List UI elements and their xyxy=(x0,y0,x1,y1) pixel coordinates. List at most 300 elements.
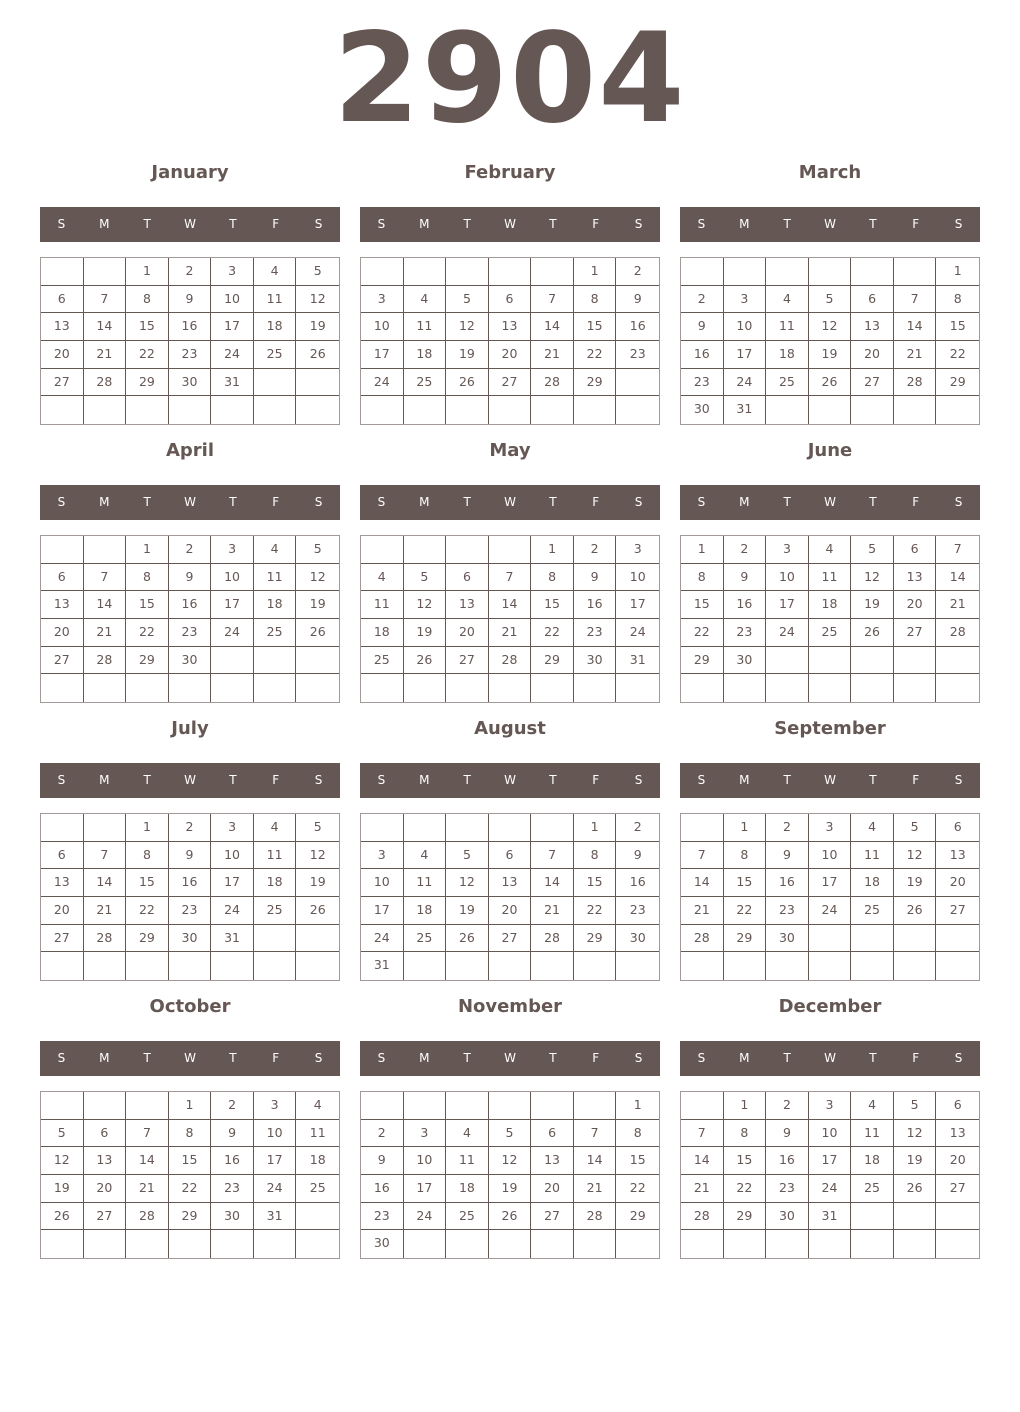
day-cell: 28 xyxy=(681,1203,724,1231)
day-cell: 10 xyxy=(254,1120,297,1148)
day-cell: 26 xyxy=(809,369,852,397)
day-cell: 24 xyxy=(724,369,767,397)
day-cell xyxy=(616,369,659,397)
day-cell: 2 xyxy=(361,1120,404,1148)
day-cell xyxy=(531,674,574,702)
day-cell xyxy=(574,1092,617,1120)
day-cell: 27 xyxy=(84,1203,127,1231)
day-cell: 7 xyxy=(681,1120,724,1148)
day-cell xyxy=(489,536,532,564)
day-cell: 8 xyxy=(574,286,617,314)
day-cell: 11 xyxy=(809,564,852,592)
day-cell xyxy=(361,674,404,702)
month-title: August xyxy=(474,718,546,739)
day-cell xyxy=(894,952,937,980)
day-cell: 9 xyxy=(211,1120,254,1148)
weekday-label: S xyxy=(954,773,963,787)
weekday-label: F xyxy=(912,1051,920,1065)
day-cell: 17 xyxy=(616,591,659,619)
day-cell: 13 xyxy=(489,313,532,341)
day-cell: 3 xyxy=(724,286,767,314)
day-cell: 27 xyxy=(936,897,979,925)
day-cell: 26 xyxy=(894,897,937,925)
weekday-label: T xyxy=(143,773,151,787)
day-cell xyxy=(809,647,852,675)
day-cell: 2 xyxy=(574,536,617,564)
day-cell: 10 xyxy=(724,313,767,341)
day-cell: 10 xyxy=(211,842,254,870)
day-cell: 12 xyxy=(851,564,894,592)
day-cell: 23 xyxy=(616,341,659,369)
day-cell: 7 xyxy=(84,286,127,314)
day-cell: 28 xyxy=(84,647,127,675)
day-cell xyxy=(84,952,127,980)
day-cell: 5 xyxy=(296,536,339,564)
weekday-header xyxy=(680,485,980,520)
day-cell: 28 xyxy=(574,1203,617,1231)
weekday-label: S xyxy=(634,1051,643,1065)
day-cell: 13 xyxy=(936,1120,979,1148)
day-cell: 16 xyxy=(681,341,724,369)
day-cell xyxy=(894,674,937,702)
day-cell: 14 xyxy=(531,869,574,897)
day-cell: 23 xyxy=(766,897,809,925)
day-cell: 30 xyxy=(169,369,212,397)
day-cell: 20 xyxy=(936,1147,979,1175)
day-cell xyxy=(489,814,532,842)
day-cell: 6 xyxy=(41,842,84,870)
day-cell: 24 xyxy=(361,369,404,397)
weekday-label: M xyxy=(99,773,110,787)
day-cell: 14 xyxy=(489,591,532,619)
weekday-label: T xyxy=(463,495,471,509)
weekday-header xyxy=(360,207,660,242)
day-cell: 30 xyxy=(169,647,212,675)
day-cell: 18 xyxy=(254,869,297,897)
day-cell: 12 xyxy=(296,564,339,592)
day-cell: 8 xyxy=(724,842,767,870)
day-cell: 5 xyxy=(296,814,339,842)
weekday-label: M xyxy=(419,495,430,509)
day-cell: 26 xyxy=(296,897,339,925)
day-cell xyxy=(766,396,809,424)
day-cell xyxy=(489,1092,532,1120)
day-cell: 30 xyxy=(211,1203,254,1231)
weekday-label: T xyxy=(783,1051,791,1065)
day-cell: 7 xyxy=(936,536,979,564)
day-cell xyxy=(724,258,767,286)
day-cell: 12 xyxy=(446,313,489,341)
weekday-label: F xyxy=(592,217,600,231)
day-cell: 6 xyxy=(531,1120,574,1148)
weekday-label: S xyxy=(57,495,66,509)
day-cell: 4 xyxy=(361,564,404,592)
day-cell: 11 xyxy=(851,1120,894,1148)
day-cell: 11 xyxy=(254,842,297,870)
day-cell: 26 xyxy=(489,1203,532,1231)
day-grid xyxy=(360,813,660,981)
day-cell xyxy=(574,674,617,702)
day-cell xyxy=(724,1230,767,1258)
weekday-label: S xyxy=(377,773,386,787)
day-cell: 23 xyxy=(169,341,212,369)
day-cell: 24 xyxy=(809,897,852,925)
weekday-header xyxy=(680,1041,980,1076)
day-cell: 1 xyxy=(616,1092,659,1120)
day-cell: 6 xyxy=(936,814,979,842)
day-cell: 9 xyxy=(724,564,767,592)
day-cell xyxy=(41,674,84,702)
day-cell: 18 xyxy=(404,341,447,369)
day-cell xyxy=(851,396,894,424)
day-cell: 20 xyxy=(531,1175,574,1203)
day-cell: 28 xyxy=(126,1203,169,1231)
day-cell: 2 xyxy=(169,536,212,564)
day-cell: 27 xyxy=(41,925,84,953)
day-cell: 1 xyxy=(531,536,574,564)
day-cell xyxy=(169,952,212,980)
day-cell: 10 xyxy=(616,564,659,592)
weekday-label: T xyxy=(869,495,877,509)
day-cell: 8 xyxy=(126,564,169,592)
day-grid xyxy=(680,257,980,425)
day-cell: 31 xyxy=(211,925,254,953)
day-cell: 10 xyxy=(211,286,254,314)
day-cell: 25 xyxy=(296,1175,339,1203)
day-cell: 23 xyxy=(681,369,724,397)
day-cell xyxy=(616,396,659,424)
day-cell: 14 xyxy=(681,869,724,897)
day-cell: 26 xyxy=(296,341,339,369)
weekday-label: W xyxy=(824,217,836,231)
day-cell: 15 xyxy=(531,591,574,619)
day-cell: 18 xyxy=(404,897,447,925)
day-cell: 19 xyxy=(894,1147,937,1175)
day-cell: 21 xyxy=(84,341,127,369)
day-cell: 15 xyxy=(169,1147,212,1175)
day-cell: 9 xyxy=(169,286,212,314)
weekday-label: S xyxy=(697,217,706,231)
day-cell: 9 xyxy=(681,313,724,341)
day-cell xyxy=(766,258,809,286)
day-cell: 11 xyxy=(361,591,404,619)
day-cell: 8 xyxy=(724,1120,767,1148)
day-cell xyxy=(851,1230,894,1258)
day-cell: 22 xyxy=(126,897,169,925)
day-cell: 14 xyxy=(84,869,127,897)
weekday-label: T xyxy=(549,773,557,787)
weekday-header xyxy=(680,763,980,798)
day-cell xyxy=(894,1203,937,1231)
day-cell: 23 xyxy=(361,1203,404,1231)
day-cell xyxy=(404,396,447,424)
day-cell xyxy=(254,952,297,980)
day-cell: 11 xyxy=(254,564,297,592)
day-cell: 20 xyxy=(489,897,532,925)
day-cell: 31 xyxy=(724,396,767,424)
day-cell: 22 xyxy=(616,1175,659,1203)
day-grid xyxy=(40,535,340,703)
weekday-label: F xyxy=(592,495,600,509)
day-cell xyxy=(681,674,724,702)
day-cell xyxy=(574,396,617,424)
day-cell xyxy=(574,1230,617,1258)
day-cell: 28 xyxy=(531,925,574,953)
day-cell xyxy=(851,952,894,980)
day-cell: 25 xyxy=(404,925,447,953)
day-cell: 6 xyxy=(851,286,894,314)
day-cell: 28 xyxy=(681,925,724,953)
weekday-label: T xyxy=(229,495,237,509)
weekday-label: S xyxy=(314,495,323,509)
day-cell xyxy=(211,647,254,675)
day-cell: 31 xyxy=(211,369,254,397)
weekday-label: T xyxy=(869,1051,877,1065)
day-cell xyxy=(531,1230,574,1258)
day-cell: 22 xyxy=(724,1175,767,1203)
day-cell: 21 xyxy=(894,341,937,369)
day-cell: 15 xyxy=(724,869,767,897)
day-cell: 27 xyxy=(41,369,84,397)
day-cell: 19 xyxy=(851,591,894,619)
day-cell xyxy=(936,952,979,980)
day-cell: 3 xyxy=(361,286,404,314)
day-cell: 18 xyxy=(851,1147,894,1175)
day-cell: 17 xyxy=(766,591,809,619)
day-cell: 17 xyxy=(254,1147,297,1175)
day-grid xyxy=(40,1091,340,1259)
weekday-label: M xyxy=(99,1051,110,1065)
weekday-label: F xyxy=(272,217,280,231)
day-cell xyxy=(41,1092,84,1120)
day-cell: 28 xyxy=(894,369,937,397)
day-cell: 6 xyxy=(489,286,532,314)
day-cell xyxy=(446,952,489,980)
day-cell: 9 xyxy=(616,842,659,870)
day-cell: 5 xyxy=(489,1120,532,1148)
day-cell xyxy=(574,952,617,980)
day-cell: 11 xyxy=(404,313,447,341)
day-cell: 16 xyxy=(766,1147,809,1175)
day-cell: 27 xyxy=(446,647,489,675)
day-cell: 2 xyxy=(681,286,724,314)
day-cell: 11 xyxy=(254,286,297,314)
day-cell: 1 xyxy=(169,1092,212,1120)
day-cell xyxy=(489,674,532,702)
day-cell: 7 xyxy=(126,1120,169,1148)
day-cell: 19 xyxy=(446,897,489,925)
day-cell xyxy=(531,814,574,842)
day-cell: 3 xyxy=(766,536,809,564)
day-cell: 16 xyxy=(616,869,659,897)
day-cell: 20 xyxy=(84,1175,127,1203)
day-cell xyxy=(296,1203,339,1231)
weekday-label: T xyxy=(229,217,237,231)
day-cell: 7 xyxy=(681,842,724,870)
day-cell: 21 xyxy=(531,341,574,369)
month-title: March xyxy=(798,162,862,183)
day-cell: 29 xyxy=(616,1203,659,1231)
weekday-label: S xyxy=(314,217,323,231)
day-grid xyxy=(360,257,660,425)
day-cell: 20 xyxy=(41,619,84,647)
day-cell: 12 xyxy=(404,591,447,619)
weekday-header xyxy=(360,1041,660,1076)
day-cell xyxy=(851,647,894,675)
day-cell: 22 xyxy=(126,619,169,647)
day-cell: 17 xyxy=(361,897,404,925)
day-cell xyxy=(41,536,84,564)
day-cell xyxy=(41,258,84,286)
day-cell xyxy=(254,925,297,953)
day-cell: 17 xyxy=(211,869,254,897)
day-cell xyxy=(254,396,297,424)
day-cell xyxy=(766,647,809,675)
day-cell xyxy=(84,1092,127,1120)
day-cell: 15 xyxy=(574,313,617,341)
weekday-label: S xyxy=(57,217,66,231)
day-cell: 19 xyxy=(894,869,937,897)
day-cell: 8 xyxy=(531,564,574,592)
day-cell: 3 xyxy=(211,814,254,842)
day-cell: 28 xyxy=(84,925,127,953)
day-cell: 15 xyxy=(126,313,169,341)
weekday-label: M xyxy=(739,495,750,509)
day-cell: 17 xyxy=(809,1147,852,1175)
day-cell: 24 xyxy=(404,1203,447,1231)
day-cell: 8 xyxy=(574,842,617,870)
day-cell xyxy=(254,647,297,675)
day-cell xyxy=(531,1092,574,1120)
day-cell: 5 xyxy=(894,1092,937,1120)
day-cell xyxy=(894,258,937,286)
day-cell xyxy=(809,925,852,953)
day-cell: 17 xyxy=(361,341,404,369)
day-cell: 31 xyxy=(254,1203,297,1231)
day-cell: 30 xyxy=(766,1203,809,1231)
day-cell: 30 xyxy=(574,647,617,675)
weekday-label: M xyxy=(739,217,750,231)
weekday-label: S xyxy=(634,773,643,787)
day-cell: 20 xyxy=(41,341,84,369)
day-cell: 7 xyxy=(531,842,574,870)
day-cell: 1 xyxy=(126,814,169,842)
day-cell xyxy=(851,674,894,702)
day-cell xyxy=(489,1230,532,1258)
day-cell: 4 xyxy=(404,842,447,870)
day-cell: 10 xyxy=(809,842,852,870)
day-cell: 25 xyxy=(254,619,297,647)
weekday-label: T xyxy=(143,1051,151,1065)
day-cell: 5 xyxy=(851,536,894,564)
day-cell xyxy=(211,1230,254,1258)
day-cell xyxy=(126,674,169,702)
weekday-label: T xyxy=(869,773,877,787)
day-cell: 23 xyxy=(766,1175,809,1203)
day-cell: 9 xyxy=(169,564,212,592)
day-cell: 6 xyxy=(41,564,84,592)
day-cell xyxy=(404,536,447,564)
weekday-label: W xyxy=(824,773,836,787)
day-cell: 19 xyxy=(489,1175,532,1203)
day-cell: 8 xyxy=(681,564,724,592)
day-cell: 15 xyxy=(936,313,979,341)
day-cell: 3 xyxy=(809,1092,852,1120)
day-cell: 12 xyxy=(894,842,937,870)
day-cell: 21 xyxy=(936,591,979,619)
day-cell: 12 xyxy=(809,313,852,341)
day-cell: 4 xyxy=(254,814,297,842)
day-cell xyxy=(936,674,979,702)
day-cell: 7 xyxy=(489,564,532,592)
weekday-header xyxy=(40,763,340,798)
day-cell xyxy=(404,952,447,980)
weekday-label: T xyxy=(463,1051,471,1065)
day-cell xyxy=(84,1230,127,1258)
weekday-label: M xyxy=(419,1051,430,1065)
day-cell: 21 xyxy=(574,1175,617,1203)
day-cell: 8 xyxy=(616,1120,659,1148)
day-cell xyxy=(894,1230,937,1258)
day-cell: 7 xyxy=(574,1120,617,1148)
day-cell xyxy=(169,674,212,702)
day-cell: 18 xyxy=(446,1175,489,1203)
year-title: 2904 xyxy=(333,7,687,151)
day-cell: 4 xyxy=(851,1092,894,1120)
day-cell: 23 xyxy=(169,897,212,925)
day-cell: 25 xyxy=(404,369,447,397)
day-cell: 16 xyxy=(361,1175,404,1203)
weekday-label: F xyxy=(592,1051,600,1065)
day-cell: 14 xyxy=(84,313,127,341)
day-cell xyxy=(41,1230,84,1258)
month-title: February xyxy=(464,162,556,183)
day-cell xyxy=(404,1230,447,1258)
day-cell: 5 xyxy=(41,1120,84,1148)
day-cell: 1 xyxy=(126,536,169,564)
weekday-label: F xyxy=(272,1051,280,1065)
weekday-label: F xyxy=(912,495,920,509)
day-cell: 14 xyxy=(936,564,979,592)
weekday-label: S xyxy=(954,1051,963,1065)
month-title: December xyxy=(778,996,882,1017)
weekday-label: W xyxy=(184,495,196,509)
day-cell: 18 xyxy=(254,591,297,619)
day-cell: 18 xyxy=(254,313,297,341)
day-cell: 27 xyxy=(936,1175,979,1203)
day-cell: 28 xyxy=(531,369,574,397)
day-cell: 18 xyxy=(851,869,894,897)
weekday-label: T xyxy=(229,1051,237,1065)
day-cell: 15 xyxy=(574,869,617,897)
weekday-label: W xyxy=(824,495,836,509)
day-cell: 1 xyxy=(574,814,617,842)
day-cell: 5 xyxy=(894,814,937,842)
day-cell xyxy=(84,536,127,564)
day-cell xyxy=(41,396,84,424)
day-cell xyxy=(531,396,574,424)
weekday-label: W xyxy=(184,1051,196,1065)
day-cell xyxy=(681,814,724,842)
day-cell xyxy=(681,258,724,286)
weekday-header xyxy=(360,763,660,798)
day-cell: 8 xyxy=(936,286,979,314)
weekday-label: W xyxy=(504,773,516,787)
weekday-label: F xyxy=(912,773,920,787)
day-cell: 25 xyxy=(446,1203,489,1231)
day-cell: 5 xyxy=(809,286,852,314)
day-cell: 17 xyxy=(809,869,852,897)
